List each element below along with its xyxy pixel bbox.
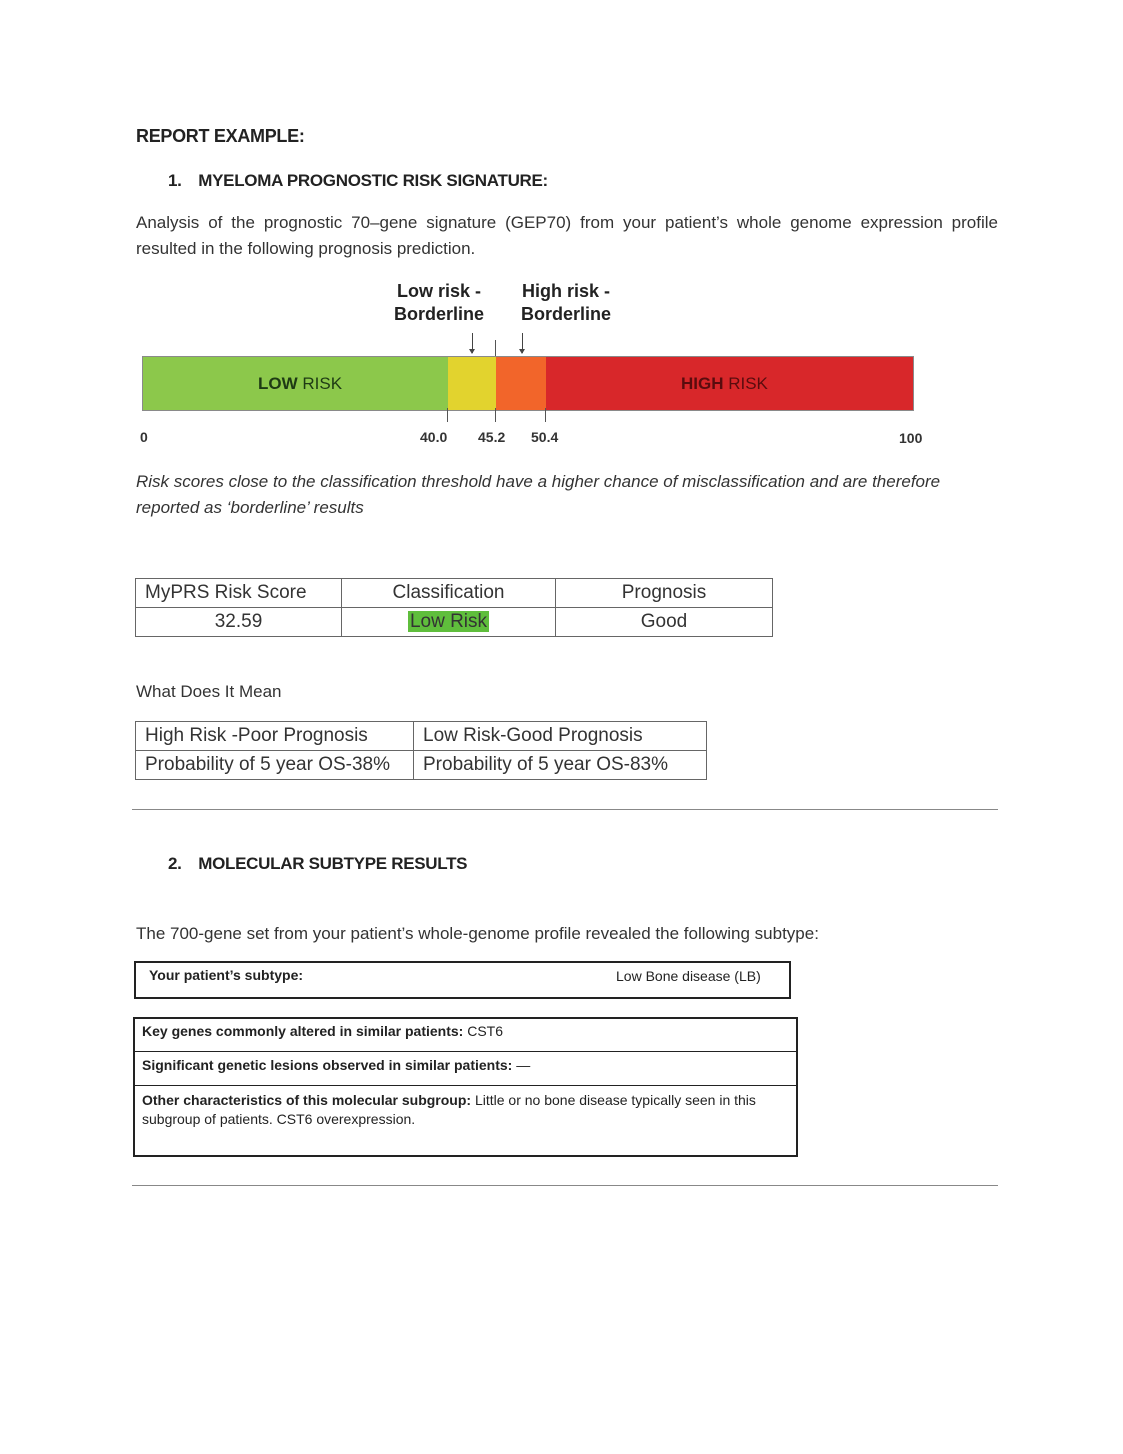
table-cell: Probability of 5 year OS-83%: [414, 751, 707, 780]
tick-label-0: 0: [140, 429, 148, 445]
other-label: Other characteristics of this molecular subgroup:: [142, 1092, 472, 1108]
subtype-value: Low Bone disease (LB): [616, 968, 761, 984]
report-title: REPORT EXAMPLE:: [136, 126, 305, 146]
divider: [132, 1185, 998, 1186]
tick-40: [447, 408, 448, 422]
threshold-tick-top: [495, 340, 496, 356]
tick-50: [545, 408, 546, 422]
classification-value: Low Risk: [409, 611, 488, 632]
table-row: [136, 722, 707, 751]
tick-label-100: 100: [899, 430, 923, 446]
classification-cell: [342, 608, 556, 637]
table-header: Classification: [342, 579, 556, 608]
low-borderline-label: [378, 280, 500, 326]
table-row: [136, 579, 773, 608]
risk-score-value: 32.59: [136, 608, 342, 637]
high-risk-label: HIGH RISK: [681, 374, 768, 393]
table-header: MyPRS Risk Score: [136, 579, 342, 608]
tick-label-45: 45.2: [478, 429, 506, 445]
high-borderline-arrow-icon: [522, 333, 523, 353]
meaning-table: [135, 721, 707, 780]
low-borderline-segment: [448, 357, 496, 410]
other-value: Little or no bone disease typically seen in this subgroup of patients. CST6 overexpression.: [142, 1092, 756, 1127]
high-borderline-line2: Borderline: [520, 304, 612, 324]
subtype-box: [134, 961, 791, 999]
lesions-value: —: [512, 1057, 531, 1073]
divider: [132, 809, 998, 810]
high-borderline-label: [505, 280, 627, 326]
row-divider: [135, 1085, 796, 1086]
prognosis-value: Good: [556, 608, 773, 637]
high-borderline-line1: High risk -: [521, 281, 610, 301]
tick-label-50: 50.4: [531, 429, 559, 445]
low-borderline-line1: Low risk -: [396, 281, 481, 301]
section1-heading: 1. MYELOMA PROGNOSTIC RISK SIGNATURE:: [168, 171, 548, 190]
key-genes-value: CST6: [463, 1023, 504, 1039]
borderline-note: Risk scores close to the classification threshold have a higher chance of misclassification and are therefore reported as ‘borderline’ results: [136, 472, 941, 517]
lesions-row: [142, 1057, 530, 1075]
high-borderline-segment: [496, 357, 546, 410]
low-risk-label: LOW RISK: [258, 374, 343, 393]
other-row: [142, 1091, 782, 1129]
table-header: Prognosis: [556, 579, 773, 608]
low-borderline-line2: Borderline: [393, 304, 485, 324]
characteristics-box: [133, 1017, 798, 1157]
subtype-label: Your patient’s subtype:: [149, 967, 304, 983]
meaning-title: What Does It Mean: [136, 682, 282, 701]
row-divider: [135, 1051, 796, 1052]
low-borderline-arrow-icon: [472, 333, 473, 353]
table-row: [136, 608, 773, 637]
key-genes-label: Key genes commonly altered in similar patients:: [142, 1023, 464, 1039]
table-cell: Probability of 5 year OS-38%: [136, 751, 414, 780]
risk-bar: [142, 356, 914, 411]
section2-intro: The 700-gene set from your patient’s whole-genome profile revealed the following subtype:: [136, 924, 819, 943]
section2-heading: 2. MOLECULAR SUBTYPE RESULTS: [168, 854, 468, 873]
tick-45: [495, 408, 496, 422]
table-row: [136, 751, 707, 780]
section1-intro: Analysis of the prognostic 70–gene signature (GEP70) from your patient’s whole genome expression profile resulted in the following prognosis prediction.: [136, 213, 998, 258]
lesions-label: Significant genetic lesions observed in similar patients:: [142, 1057, 513, 1073]
table-cell: Low Risk-Good Prognosis: [414, 722, 707, 751]
score-table: [135, 578, 773, 637]
tick-label-40: 40.0: [420, 429, 448, 445]
table-cell: High Risk -Poor Prognosis: [136, 722, 414, 751]
key-genes-row: [142, 1023, 503, 1041]
